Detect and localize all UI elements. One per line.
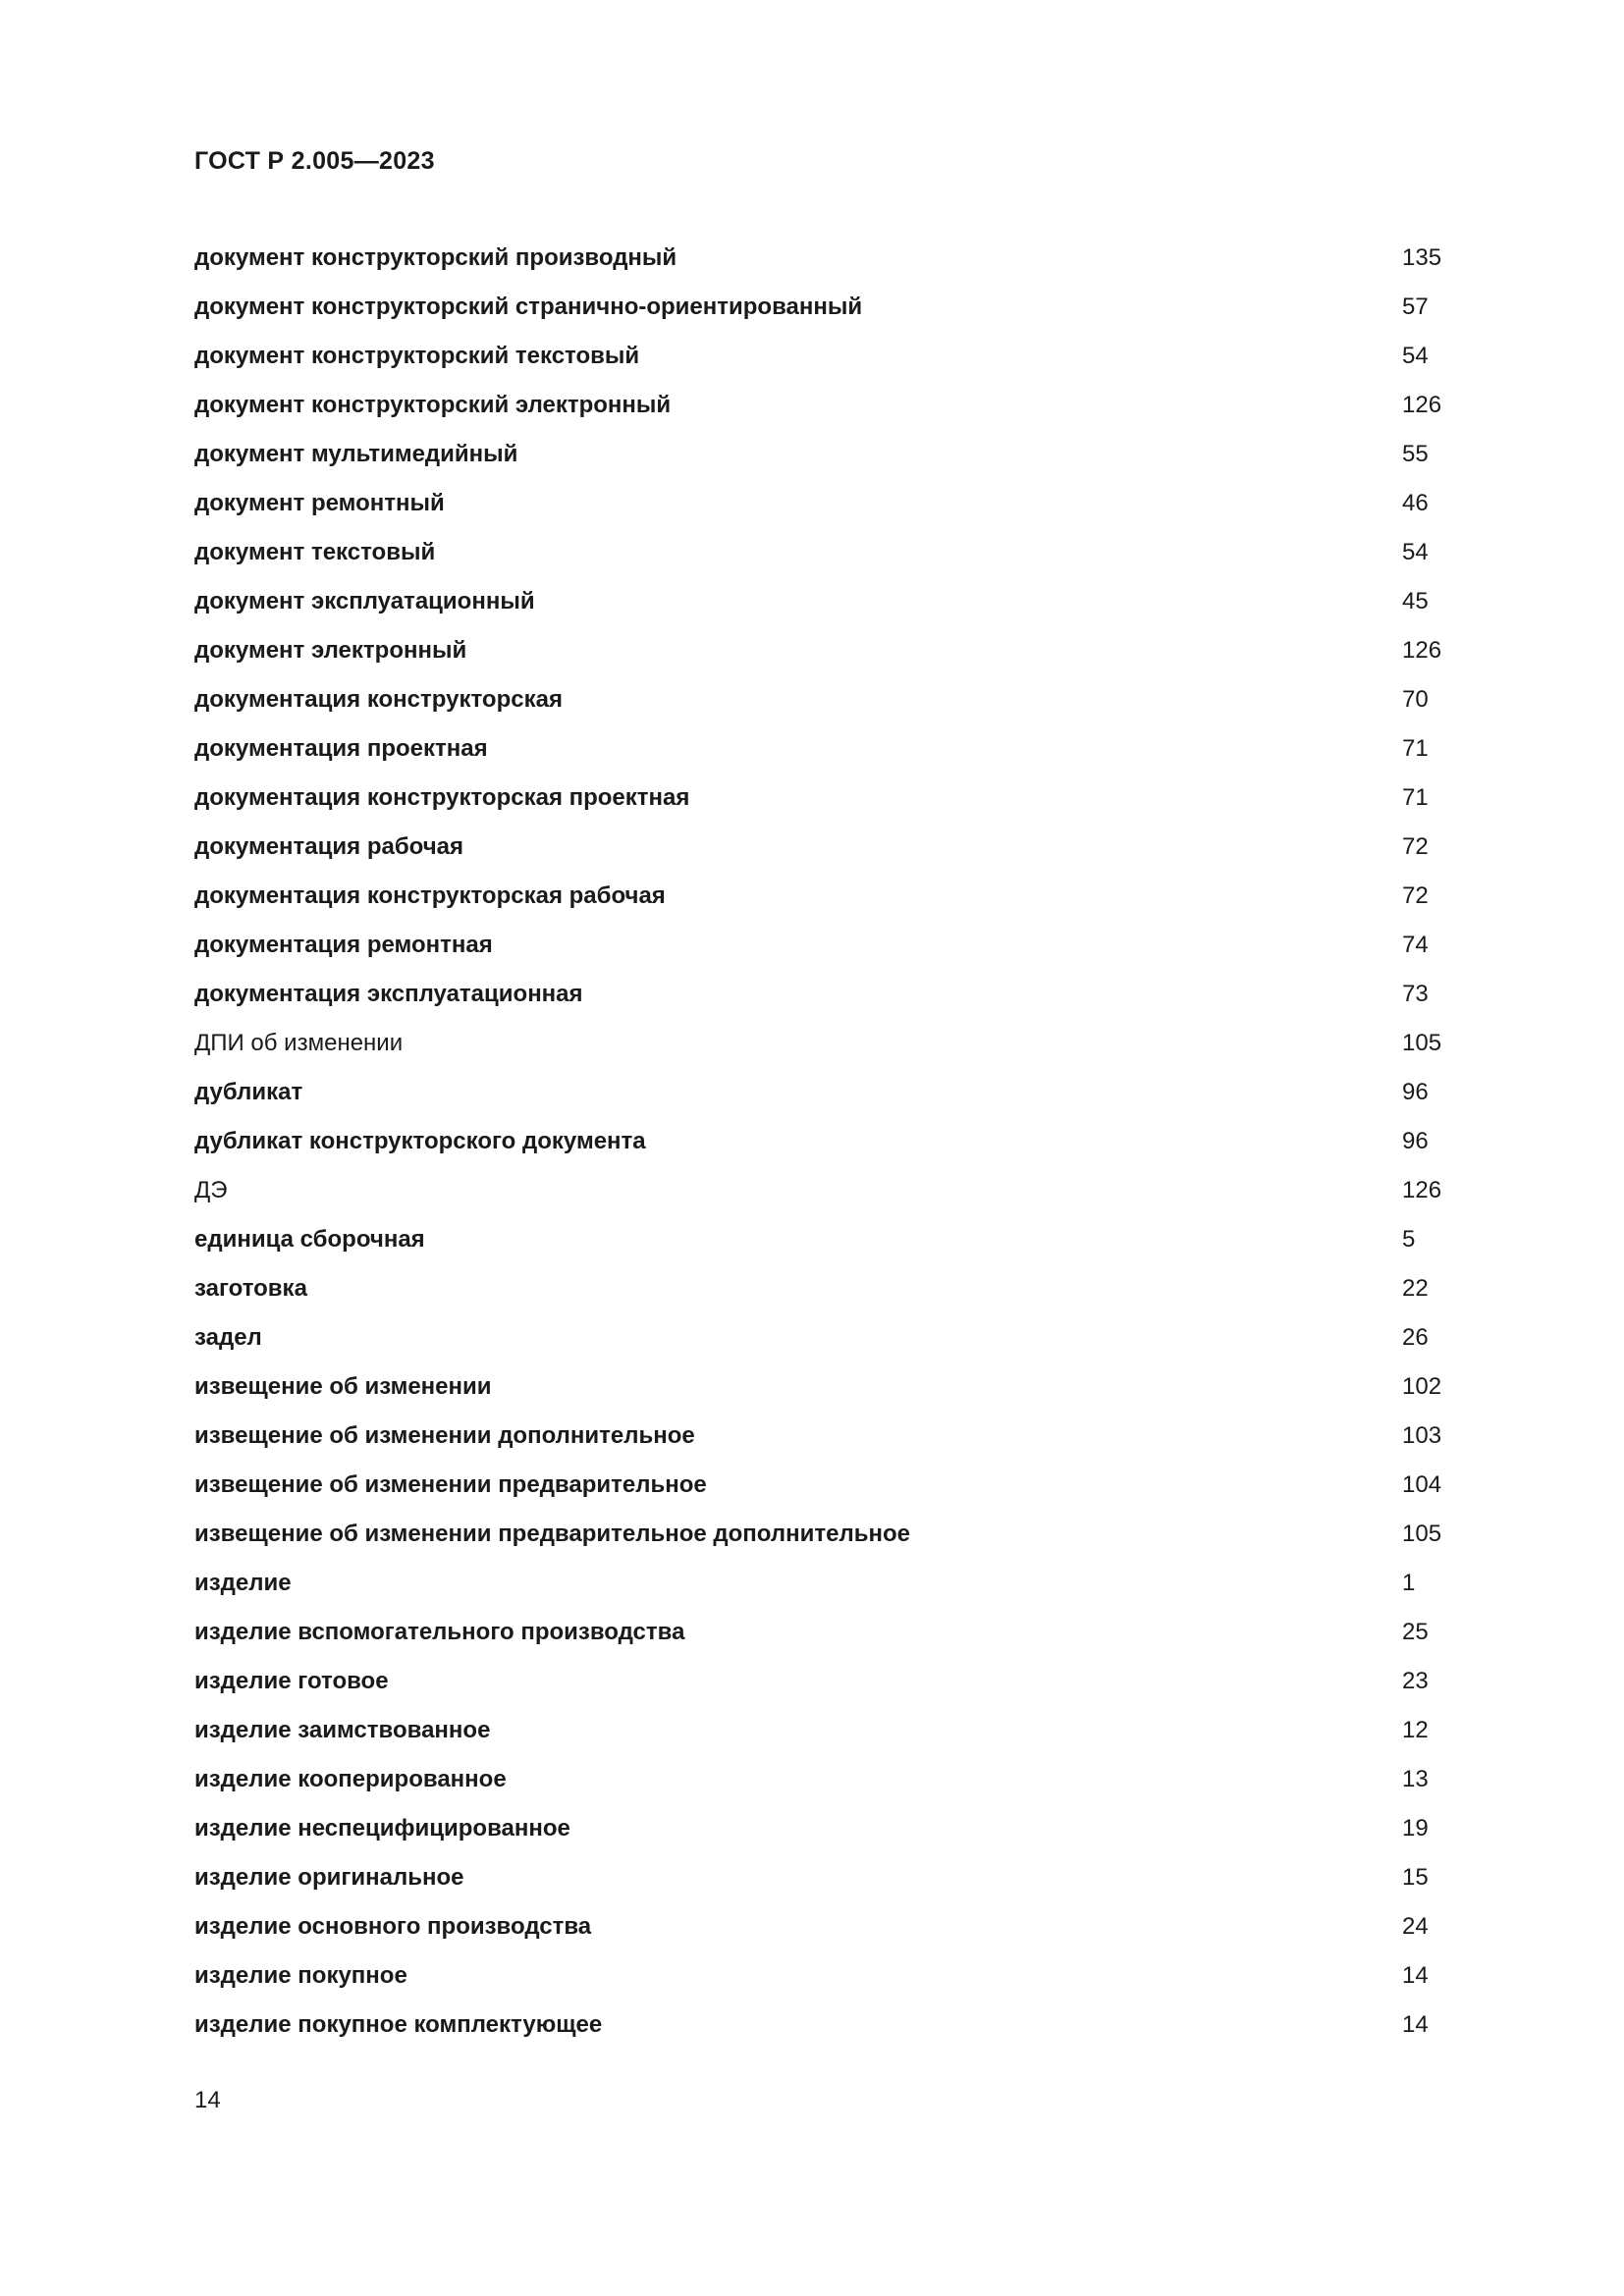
- index-reference-number: 96: [1402, 1128, 1429, 1154]
- index-term: изделие основного производства: [194, 1913, 592, 1940]
- index-reference-number: 14: [1402, 1962, 1429, 1989]
- index-term: изделие: [194, 1570, 292, 1596]
- index-reference-number: 1: [1402, 1570, 1416, 1596]
- index-entry: [194, 1510, 1461, 1559]
- index-term: документация проектная: [194, 735, 488, 762]
- index-reference-number: 12: [1402, 1717, 1429, 1743]
- index-reference-number: 74: [1402, 932, 1429, 958]
- index-term: изделие покупное: [194, 1962, 407, 1989]
- index-term: документ конструкторский производный: [194, 244, 677, 271]
- index-entry: [194, 479, 1461, 528]
- index-term: единица сборочная: [194, 1226, 425, 1253]
- index-term: извещение об изменении: [194, 1373, 492, 1400]
- index-term: изделие покупное комплектующее: [194, 2011, 603, 2038]
- index-entry: [194, 1608, 1461, 1657]
- index-term: документ мультимедийный: [194, 441, 518, 467]
- index-entry: [194, 2001, 1461, 2050]
- index-term: дубликат конструкторского документа: [194, 1128, 646, 1154]
- index-reference-number: 70: [1402, 686, 1429, 713]
- index-reference-number: 102: [1402, 1373, 1442, 1400]
- index-reference-number: 126: [1402, 1177, 1442, 1203]
- index-term: документ конструкторский текстовый: [194, 343, 640, 369]
- index-entry: [194, 381, 1461, 430]
- index-reference-number: 5: [1402, 1226, 1416, 1253]
- index-entry: [194, 921, 1461, 970]
- index-entry: [194, 283, 1461, 332]
- document-header: ГОСТ Р 2.005—2023: [194, 147, 435, 175]
- index-entry: [194, 430, 1461, 479]
- index-reference-number: 71: [1402, 735, 1429, 762]
- index-reference-number: 135: [1402, 244, 1442, 271]
- index-entry: [194, 1019, 1461, 1068]
- index-entry: [194, 1068, 1461, 1117]
- index-reference-number: 105: [1402, 1030, 1442, 1056]
- index-entry: [194, 1951, 1461, 2001]
- index-reference-number: 24: [1402, 1913, 1429, 1940]
- index-entry: [194, 1264, 1461, 1313]
- index-entry: [194, 724, 1461, 774]
- index-reference-number: 72: [1402, 833, 1429, 860]
- index-term: изделие заимствованное: [194, 1717, 491, 1743]
- index-term: документ конструкторский странично-ориентированный: [194, 294, 863, 320]
- index-term: извещение об изменении дополнительное: [194, 1422, 695, 1449]
- index-entry: [194, 1117, 1461, 1166]
- index-reference-number: 105: [1402, 1521, 1442, 1547]
- index-entry: [194, 1902, 1461, 1951]
- index-term: задел: [194, 1324, 262, 1351]
- index-entry: [194, 1706, 1461, 1755]
- index-term: документация ремонтная: [194, 932, 493, 958]
- index-entry: [194, 1313, 1461, 1362]
- index-term: изделие оригинальное: [194, 1864, 464, 1891]
- index-entry: [194, 1166, 1461, 1215]
- index-reference-number: 73: [1402, 981, 1429, 1007]
- index-reference-number: 55: [1402, 441, 1429, 467]
- index-term: документация конструкторская проектная: [194, 784, 690, 811]
- index-entry: [194, 626, 1461, 675]
- index-entry: [194, 1657, 1461, 1706]
- index-entry: [194, 234, 1461, 283]
- index-reference-number: 96: [1402, 1079, 1429, 1105]
- index-reference-number: 23: [1402, 1668, 1429, 1694]
- index-reference-number: 13: [1402, 1766, 1429, 1792]
- index-term: изделие вспомогательного производства: [194, 1619, 685, 1645]
- index-term: документ текстовый: [194, 539, 436, 565]
- index-term: изделие готовое: [194, 1668, 389, 1694]
- index-reference-number: 104: [1402, 1471, 1442, 1498]
- index-entry: [194, 1853, 1461, 1902]
- index-reference-number: 45: [1402, 588, 1429, 614]
- index-reference-number: 103: [1402, 1422, 1442, 1449]
- index-reference-number: 19: [1402, 1815, 1429, 1842]
- index-reference-number: 72: [1402, 882, 1429, 909]
- index-term: документ ремонтный: [194, 490, 445, 516]
- index-entry: [194, 528, 1461, 577]
- page-number: 14: [194, 2087, 221, 2113]
- index-entry: [194, 1412, 1461, 1461]
- index-reference-number: 26: [1402, 1324, 1429, 1351]
- index-reference-number: 54: [1402, 539, 1429, 565]
- index-entry: [194, 332, 1461, 381]
- index-term: документ эксплуатационный: [194, 588, 535, 614]
- index-entry: [194, 872, 1461, 921]
- index-entry: [194, 675, 1461, 724]
- index-reference-number: 57: [1402, 294, 1429, 320]
- index-term: изделие неспецифицированное: [194, 1815, 570, 1842]
- index-term: документация конструкторская рабочая: [194, 882, 666, 909]
- index-reference-number: 71: [1402, 784, 1429, 811]
- index-reference-number: 126: [1402, 392, 1442, 418]
- index-entry: [194, 1559, 1461, 1608]
- index-entry: [194, 1215, 1461, 1264]
- index-term: документ электронный: [194, 637, 467, 664]
- index-entry: [194, 1804, 1461, 1853]
- index-entry: [194, 577, 1461, 626]
- index-entry: [194, 823, 1461, 872]
- index-term: извещение об изменении предварительное: [194, 1471, 707, 1498]
- index-reference-number: 22: [1402, 1275, 1429, 1302]
- index-term: заготовка: [194, 1275, 307, 1302]
- index-entry: [194, 970, 1461, 1019]
- index-entry: [194, 774, 1461, 823]
- index-entry: [194, 1461, 1461, 1510]
- index-entry: [194, 1362, 1461, 1412]
- index-term: документация эксплуатационная: [194, 981, 583, 1007]
- index-reference-number: 15: [1402, 1864, 1429, 1891]
- index-term: документация рабочая: [194, 833, 463, 860]
- index-term: документ конструкторский электронный: [194, 392, 672, 418]
- term-index-list: [194, 234, 1461, 2050]
- index-reference-number: 54: [1402, 343, 1429, 369]
- index-reference-number: 25: [1402, 1619, 1429, 1645]
- index-entry: [194, 1755, 1461, 1804]
- index-term: ДЭ: [194, 1177, 228, 1203]
- index-term: документация конструкторская: [194, 686, 563, 713]
- index-term: дубликат: [194, 1079, 303, 1105]
- index-reference-number: 46: [1402, 490, 1429, 516]
- index-reference-number: 126: [1402, 637, 1442, 664]
- index-term: ДПИ об изменении: [194, 1030, 404, 1056]
- index-term: изделие кооперированное: [194, 1766, 507, 1792]
- index-term: извещение об изменении предварительное дополнительное: [194, 1521, 910, 1547]
- index-reference-number: 14: [1402, 2011, 1429, 2038]
